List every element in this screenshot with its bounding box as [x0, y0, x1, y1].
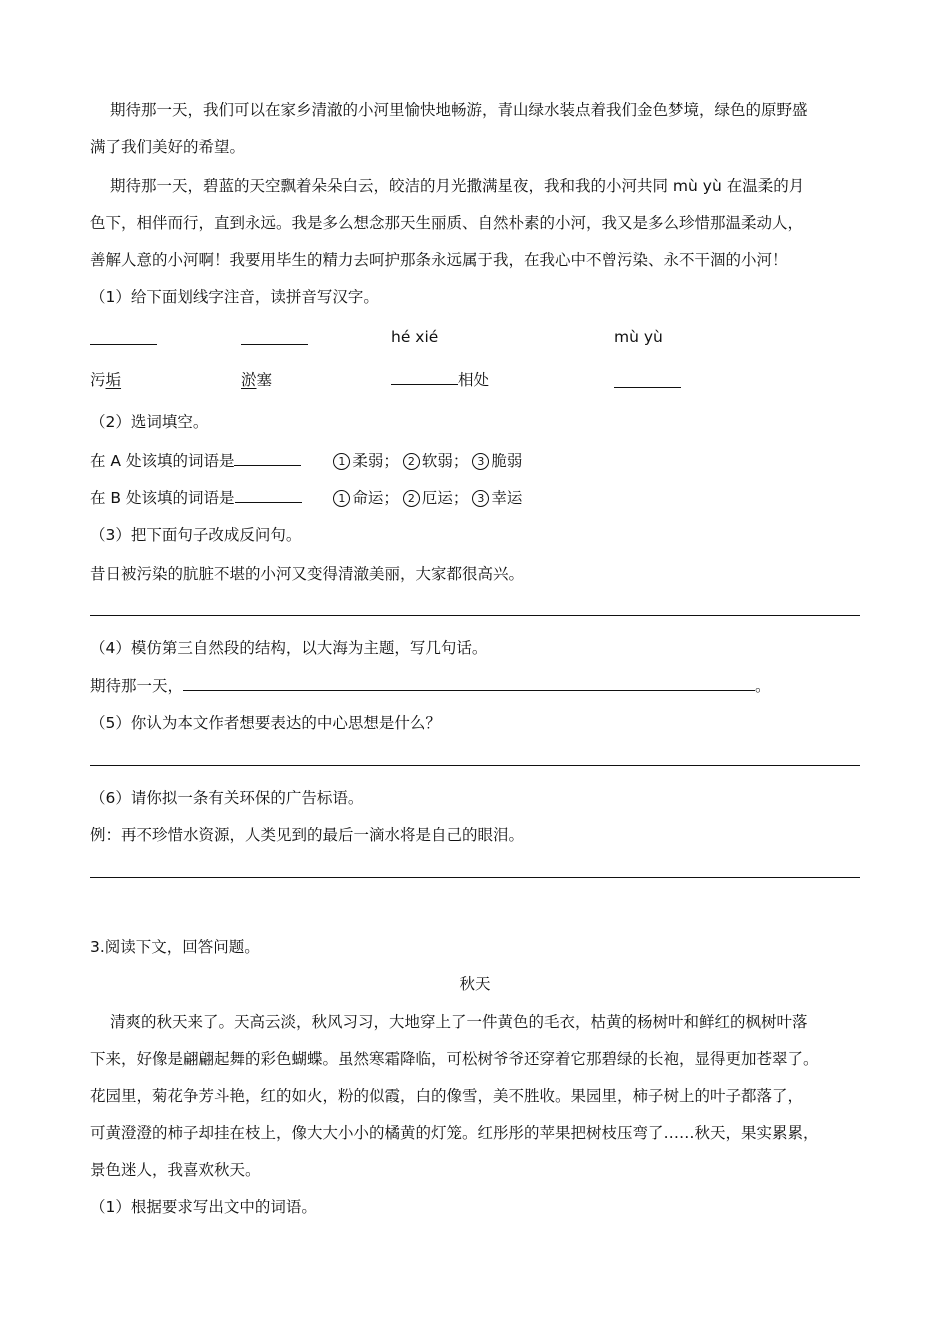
- q4-answer-row: 期待那一天， 。: [90, 677, 771, 695]
- answer-blank[interactable]: [241, 330, 308, 345]
- answer-blank[interactable]: [235, 488, 302, 503]
- question-5: （5）你认为本文作者想要表达的中心思想是什么？: [90, 714, 441, 732]
- pinyin-label: mù yù: [614, 328, 663, 346]
- q6-example: 例：再不珍惜水资源，人类见到的最后一滴水将是自己的眼泪。: [90, 826, 525, 844]
- answer-blank[interactable]: [90, 330, 157, 345]
- passage-line: 期待那一天，我们可以在家乡清澈的小河里愉快地畅游，青山绿水装点着我们金色梦境，绿色的原野盛: [110, 101, 808, 119]
- passage-line: 下来，好像是翩翩起舞的彩色蝴蝶。虽然寒霜降临，可松树爷爷还穿着它那碧绿的长袍，显得更加苍翠了。: [90, 1050, 819, 1068]
- passage-line: 景色迷人，我喜欢秋天。: [90, 1161, 261, 1179]
- question-2: （2）选词填空。: [90, 413, 209, 431]
- passage-title: 秋天: [459, 975, 491, 993]
- q3-sentence: 昔日被污染的肮脏不堪的小河又变得清澈美丽，大家都很高兴。: [90, 565, 525, 583]
- question-6: （6）请你拟一条有关环保的广告标语。: [90, 789, 364, 807]
- section-heading: 3.阅读下文，回答问题。: [90, 938, 260, 956]
- question-4: （4）模仿第三自然段的结构，以大海为主题，写几句话。: [90, 639, 488, 657]
- answer-line[interactable]: [90, 877, 860, 878]
- choice-row-b: 在 B 处该填的词语是 1 命运； 2 厄运； 3 幸运: [90, 489, 523, 507]
- pinyin-label: hé xié: [391, 328, 439, 346]
- passage-line: 可黄澄澄的柿子却挂在枝上，像大大小小的橘黄的灯笼。红彤彤的苹果把树枝压弯了……秋天，果实累累，: [90, 1124, 819, 1142]
- answer-blank[interactable]: [391, 370, 458, 385]
- answer-blank[interactable]: [183, 676, 749, 691]
- answer-line[interactable]: [90, 615, 860, 616]
- question-1: （1）给下面划线字注音，读拼音写汉字。: [90, 288, 379, 306]
- word-item: 相处: [391, 370, 489, 390]
- passage-line: 花园里，菊花争芳斗艳，红的如火，粉的似霞，白的像雪，美不胜收。果园里，柿子树上的叶子都落了，: [90, 1087, 804, 1105]
- passage-line: 清爽的秋天来了。天高云淡，秋风习习，大地穿上了一件黄色的毛衣，枯黄的杨树叶和鲜红的枫树叶落: [110, 1013, 808, 1031]
- answer-line[interactable]: [90, 765, 860, 766]
- answer-blank[interactable]: [234, 451, 301, 466]
- word-item: 污垢: [90, 371, 122, 389]
- question-3: （3）把下面句子改成反问句。: [90, 526, 302, 544]
- passage-line: 期待那一天，碧蓝的天空飘着朵朵白云，皎洁的月光撒满星夜，我和我的小河共同 mù yù 在温柔的月: [110, 177, 805, 195]
- choice-row-a: 在 A 处该填的词语是 1 柔弱； 2 软弱； 3 脆弱: [90, 452, 523, 470]
- answer-blank[interactable]: [614, 373, 681, 388]
- passage-line: 色下，相伴而行，直到永远。我是多么想念那天生丽质、自然朴素的小河，我又是多么珍惜那温柔动人，: [90, 214, 804, 232]
- passage-line: 善解人意的小河啊！我要用毕生的精力去呵护那条永远属于我，在我心中不曾污染、永不干涸的小河！: [90, 251, 788, 269]
- section3-question-1: （1）根据要求写出文中的词语。: [90, 1198, 317, 1216]
- word-item: 淤塞: [241, 371, 273, 389]
- passage-line: 满了我们美好的希望。: [90, 138, 246, 156]
